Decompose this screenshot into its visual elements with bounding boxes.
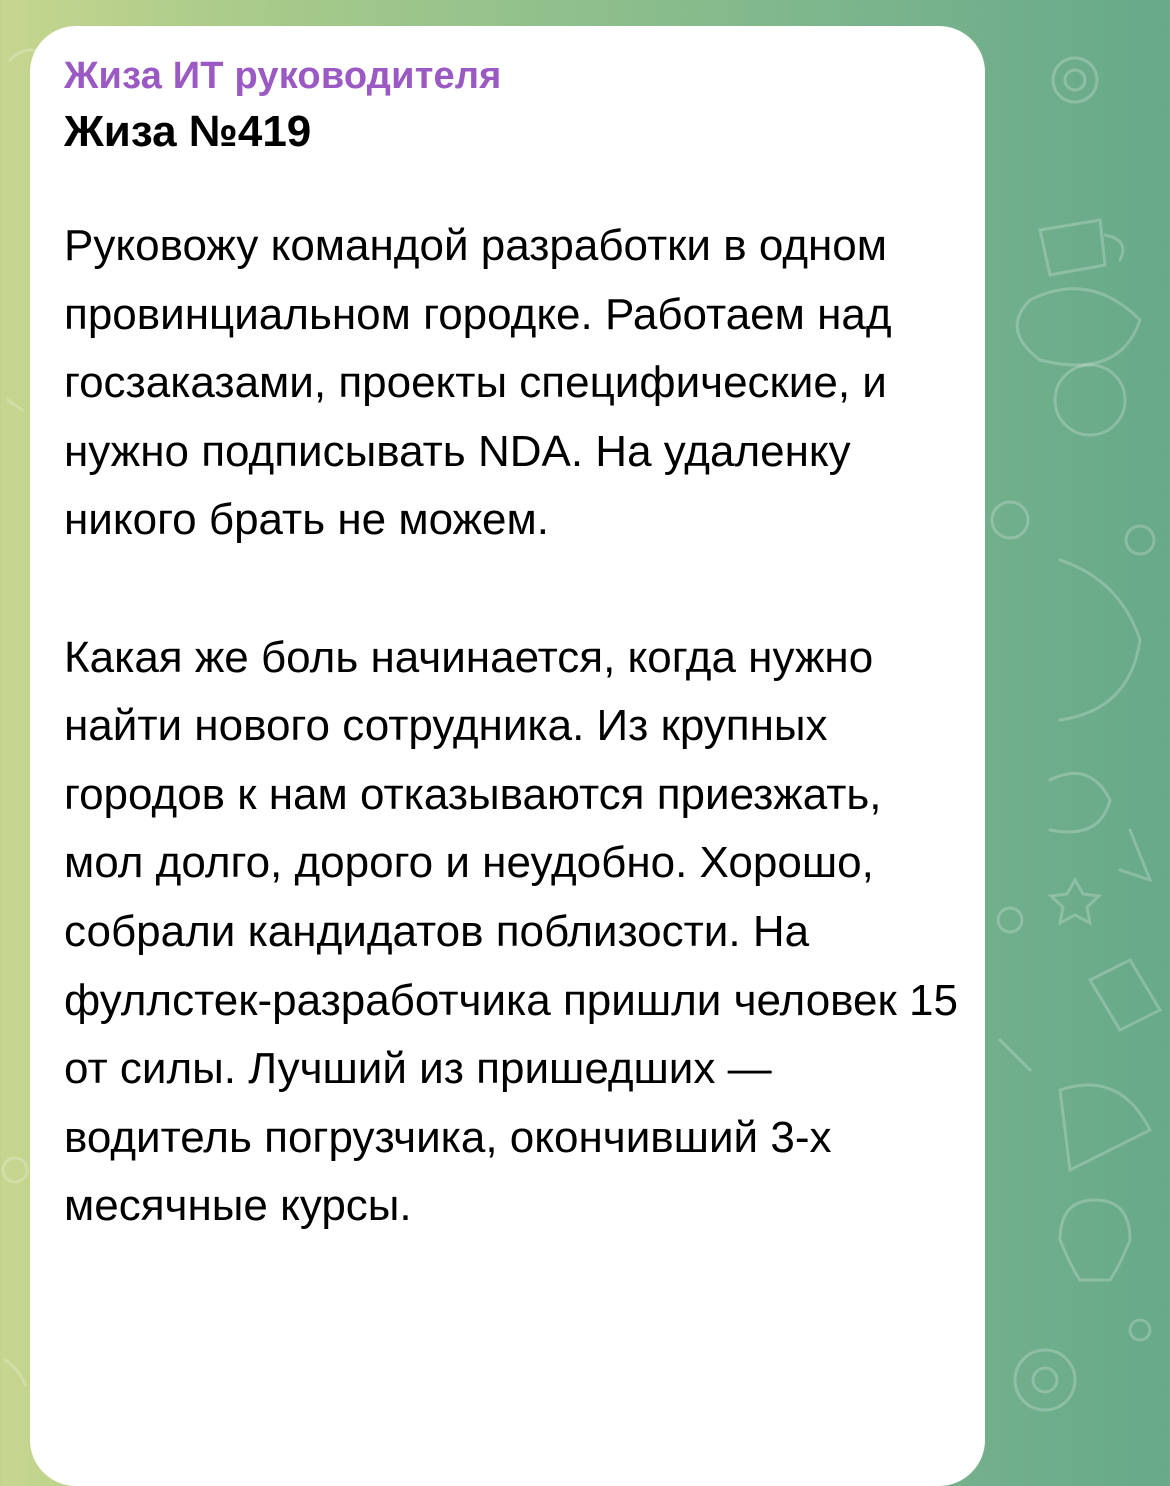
message-bubble[interactable] — [30, 26, 985, 1486]
message-paragraph: Какая же боль начинается, когда нужно найти нового сотрудника. Из крупных городов к нам отказываются приезжать, мол долго, дорого и неудобно. Хорошо, собрали кандидатов поблизости. На фуллстек-разработчика пришли человек 15 от силы. Лучший из пришедших — водитель погрузчика, окончивший 3-х месячные курсы. — [64, 632, 958, 1231]
message-text — [64, 212, 964, 1241]
channel-name[interactable]: Жиза ИТ руководителя — [64, 55, 502, 97]
post-title: Жиза №419 — [64, 107, 312, 156]
message-paragraph: Руковожу командой разработки в одном провинциальном городке. Работаем над госзаказами, проекты специфические, и нужно подписывать NDA. На удаленку никого брать не можем. — [64, 221, 892, 545]
